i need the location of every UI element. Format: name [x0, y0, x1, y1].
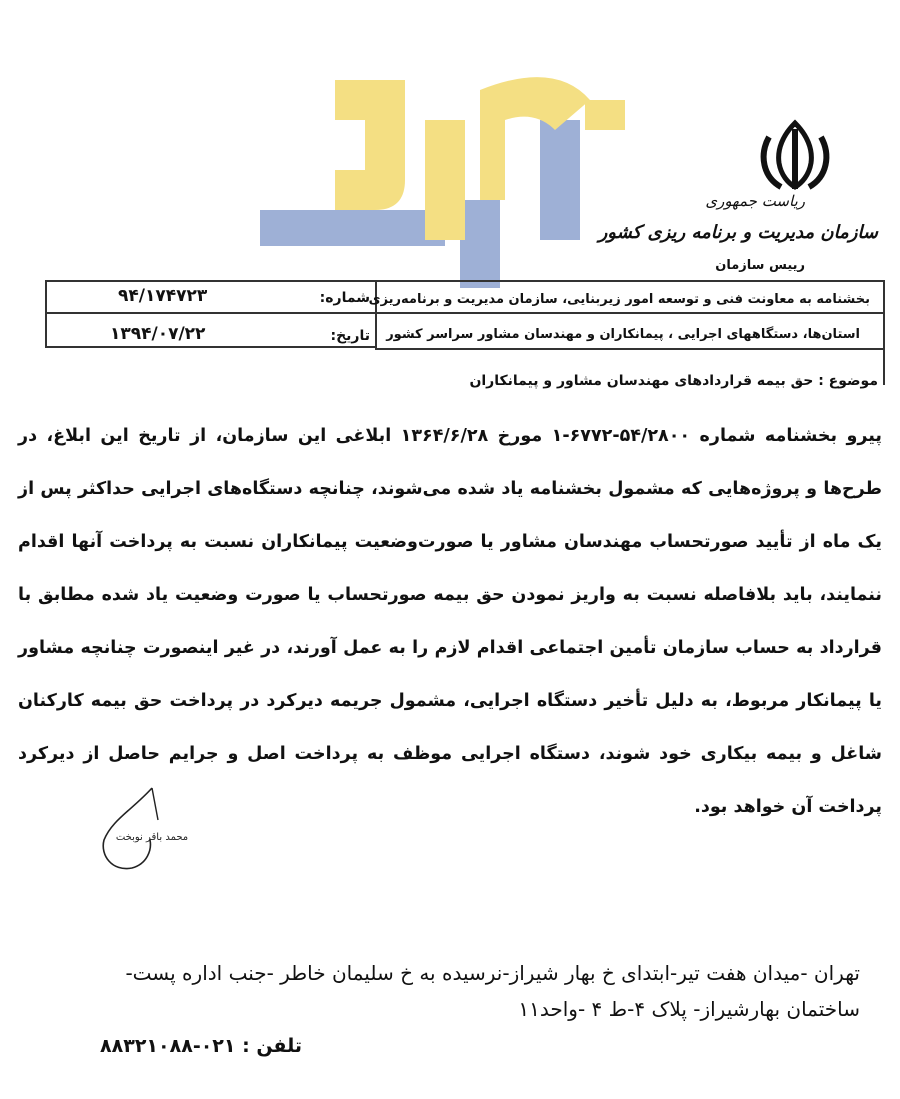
footer-phone: تلفن : ۰۲۱-۸۸۳۲۱۰۸۸	[100, 1035, 302, 1057]
letterhead-organization: سازمان مدیریت و برنامه ریزی کشور	[598, 222, 878, 243]
date-label: تاریخ:	[330, 328, 370, 344]
letter-body-paragraph: پیرو بخشنامه شماره ۵۴/۲۸۰۰-۶۷۷۲-۱ مورخ ۱۳۶۴/۶/۲۸ ابلاغی این سازمان، از تاریخ این ابلاغ، در طرح‌ها و پروژه‌هایی که مشمول بخشنامه یاد شده می‌شوند، چنانچه دستگاه‌های اجرایی حداکثر پس از یک ماه از تأیید صورتحساب مهندسان مشاور یا صورت‌وضعیت پیمانکاران نسبت به پرداخت آنها اقدام ننمایند، باید بلافاصله نسبت به واریز نمودن حق بیمه صورتحساب یا صورت وضعیت یاد شده مطابق با قرارداد به حساب سازمان تأمین اجتماعی اقدام لازم را به عمل آورند، در غیر اینصورت چنانچه مشاور یا پیمانکار مربوط، به دلیل تأخیر دستگاه اجرایی، مشمول جریمه دیرکرد در پرداخت حق بیمه کارکنان شاغل و بیمه بیکاری خود شوند، دستگاه اجرایی موظف به پرداخت اصل و جرایم حاصل از دیرکرد پرداخت آن خواهد بود.	[18, 426, 883, 817]
address-line-2: ساختمان بهارشیراز- پلاک ۴-ط ۴ -واحد۱۱	[518, 997, 860, 1021]
number-label: شماره:	[319, 290, 370, 306]
letter-subject: موضوع : حق بیمه قراردادهای مهندسان مشاور و پیمانکاران	[469, 373, 878, 389]
iran-emblem-icon	[755, 115, 835, 195]
watermark-logo	[255, 60, 645, 310]
signature	[92, 780, 212, 880]
address-line-1: تهران -میدان هفت تیر-ابتدای خ بهار شیراز-نرسیده به خ سلیمان خاطر -جنب اداره پست-	[125, 961, 860, 985]
letterhead-head-title: رییس سازمان	[715, 258, 805, 273]
signature-name: محمد باقر نوبخت	[115, 832, 189, 843]
letterhead-presidency: ریاست جمهوری	[705, 192, 805, 210]
header-recipients-line2: استان‌ها، دستگاههای اجرایی ، پیمانکاران و مهندسان مشاور سراسر کشور	[386, 327, 860, 342]
date-value: ۱۳۹۴/۰۷/۲۲	[110, 324, 206, 344]
letter-body	[18, 410, 882, 834]
header-recipients-line1: بخشنامه به معاونت فنی و توسعه امور زیربنایی، سازمان مدیریت و برنامه‌ریزی	[368, 292, 870, 307]
number-value: ۹۴/۱۷۴۷۲۳	[118, 286, 208, 306]
footer-address	[125, 955, 860, 1027]
